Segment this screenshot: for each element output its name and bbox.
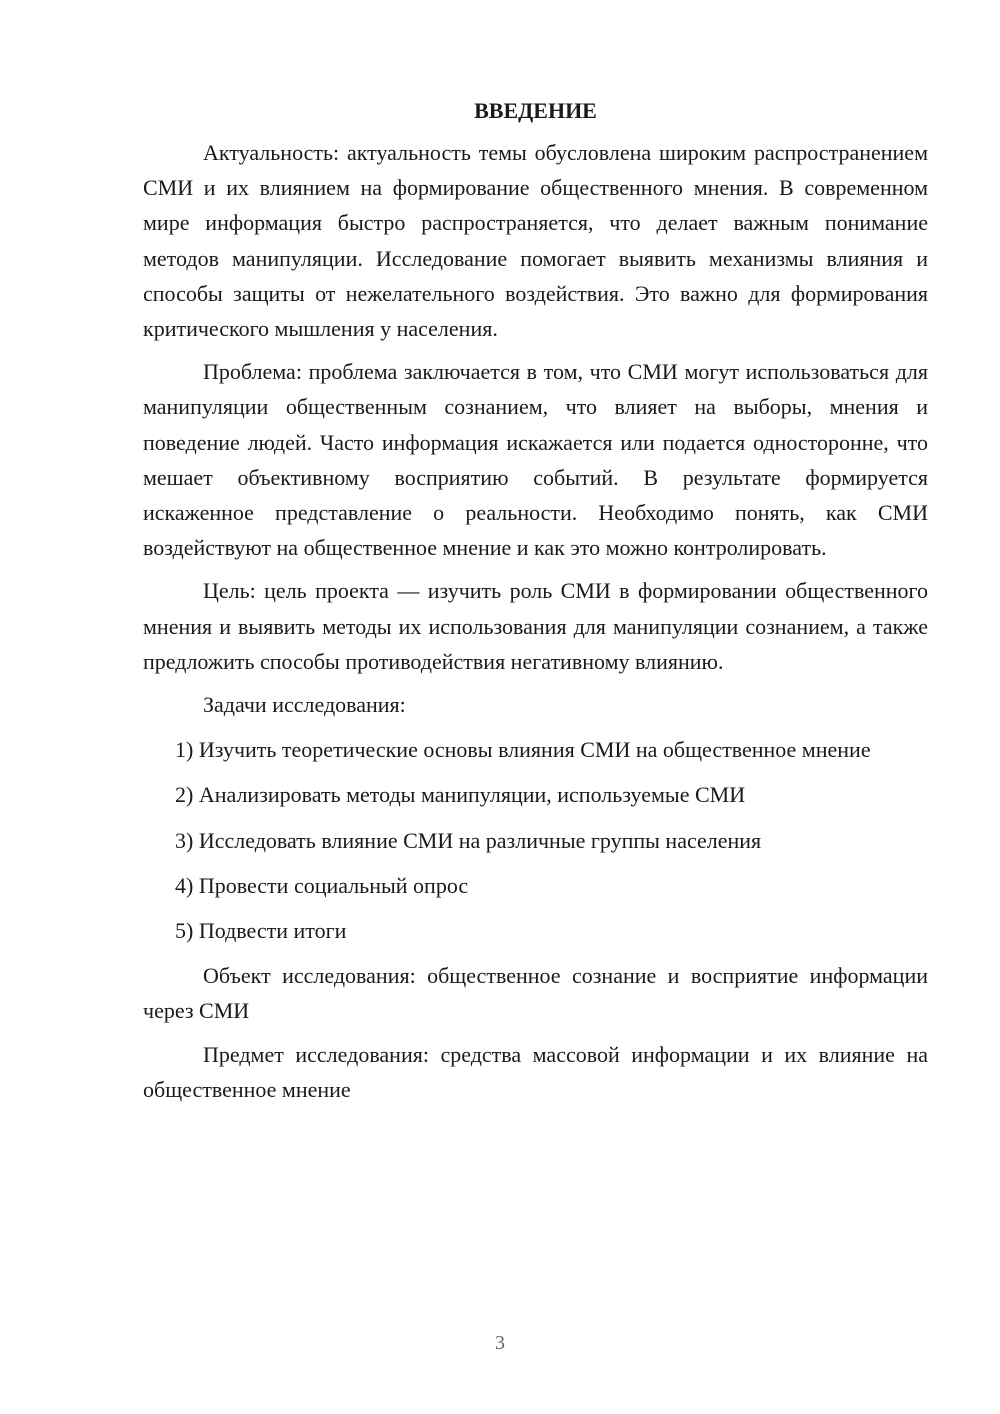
page-content bbox=[143, 92, 928, 1115]
paragraph-object: Объект исследования: общественное сознание и восприятие информации через СМИ bbox=[143, 963, 928, 1024]
paragraph-problem: Проблема: проблема заключается в том, что СМИ могут использоваться для манипуляции общественным сознанием, что влияет на выборы, мнения и поведение людей. Часто информация искажается или подается односторонне, что мешает объективному восприятию событий. В результате формируется искаженное представление о реальности. Необходимо понять, как СМИ воздействуют на общественное мнение и как это можно контролировать. bbox=[143, 359, 928, 561]
task-item-1: 1) Изучить теоретические основы влияния СМИ на общественное мнение bbox=[175, 737, 871, 763]
paragraph-goal: Цель: цель проекта — изучить роль СМИ в формировании общественного мнения и выявить методы их использования для манипуляции сознанием, а также предложить способы противодействия негативному влиянию. bbox=[143, 578, 928, 674]
tasks-label: Задачи исследования: bbox=[203, 692, 406, 718]
task-item-5: 5) Подвести итоги bbox=[175, 918, 347, 944]
task-item-4: 4) Провести социальный опрос bbox=[175, 872, 469, 898]
tasks-list bbox=[143, 732, 928, 948]
paragraph-subject: Предмет исследования: средства массовой информации и их влияние на общественное мнение bbox=[143, 1041, 928, 1102]
page-title: ВВЕДЕНИЕ bbox=[474, 98, 597, 123]
task-item-3: 3) Исследовать влияние СМИ на различные группы населения bbox=[175, 827, 762, 853]
paragraph-relevance: Актуальность: актуальность темы обусловлена широким распространением СМИ и их влиянием на формирование общественного мнения. В современном мире информация быстро распространяется, что делает важным понимание методов манипуляции. Исследование помогает выявить механизмы влияния и способы защиты от нежелательного воздействия. Это важно для формирования критического мышления у населения. bbox=[143, 140, 928, 342]
page-number: 3 bbox=[495, 1332, 505, 1354]
task-item-2: 2) Анализировать методы манипуляции, используемые СМИ bbox=[175, 782, 746, 808]
